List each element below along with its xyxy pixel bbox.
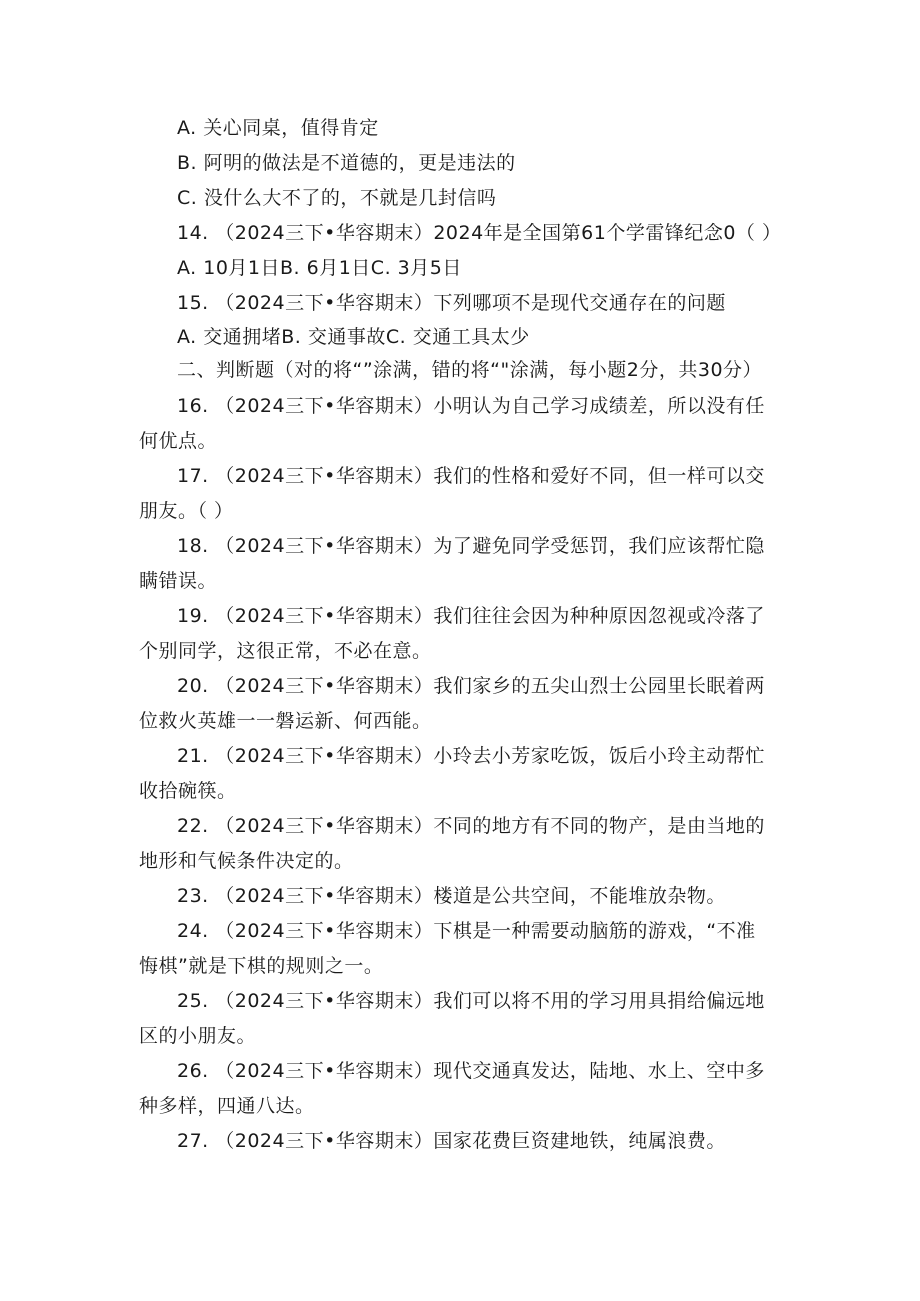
q22-line2: 地形和气候条件决定的。	[139, 850, 354, 872]
section-2-heading: 二、判断题（对的将“”涂满，错的将“"涂满，每小题2分，共30分）	[177, 359, 763, 381]
q23-line1: 23. （2024三下•华容期末）楼道是公共空间，不能堆放杂物。	[177, 885, 726, 907]
q26-line1: 26. （2024三下•华容期末）现代交通真发达，陆地、水上、空中多	[177, 1060, 765, 1082]
q19-line2: 个别同学，这很正常，不必在意。	[139, 640, 432, 662]
q25-line2: 区的小朋友。	[139, 1025, 257, 1047]
q18-line2: 瞒错误。	[139, 570, 218, 592]
q24-line1: 24. （2024三下•华容期末）下棋是一种需要动脑筋的游戏，“不准	[177, 920, 756, 942]
q13-option-a: A. 关心同桌，值得肯定	[177, 117, 379, 139]
q17-line1: 17. （2024三下•华容期末）我们的性格和爱好不同，但一样可以交	[177, 465, 765, 487]
q18-line1: 18. （2024三下•华容期末）为了避免同学受惩罚，我们应该帮忙隐	[177, 535, 765, 557]
q14-options: A. 10月1日B. 6月1日C. 3月5日	[177, 257, 462, 279]
q21-line1: 21. （2024三下•华容期末）小玲去小芳家吃饭，饭后小玲主动帮忙	[177, 745, 765, 767]
q14-stem: 14. （2024三下•华容期末）2024年是全国第61个学雷锋纪念0（ ）	[177, 222, 782, 244]
q15-stem: 15. （2024三下•华容期末）下列哪项不是现代交通存在的问题	[177, 292, 726, 314]
q17-line2: 朋友。（ ）	[139, 500, 234, 522]
q26-line2: 种多样，四通八达。	[139, 1095, 315, 1117]
q16-line2: 何优点。	[139, 430, 218, 452]
q24-line2: 悔棋”就是下棋的规则之一。	[139, 955, 384, 977]
q27-line1: 27. （2024三下•华容期末）国家花费巨资建地铁，纯属浪费。	[177, 1130, 726, 1152]
q20-line1: 20. （2024三下•华容期末）我们家乡的五尖山烈士公园里长眠着两	[177, 675, 765, 697]
q16-line1: 16. （2024三下•华容期末）小明认为自己学习成绩差，所以没有任	[177, 395, 765, 417]
q13-option-b: B. 阿明的做法是不道德的，更是违法的	[177, 152, 516, 174]
q13-option-c: C. 没什么大不了的，不就是几封信吗	[177, 187, 497, 209]
q19-line1: 19. （2024三下•华容期末）我们往往会因为种种原因忽视或冷落了	[177, 605, 765, 627]
q22-line1: 22. （2024三下•华容期末）不同的地方有不同的物产，是由当地的	[177, 815, 765, 837]
q15-options: A. 交通拥堵B. 交通事故C. 交通工具太少	[177, 326, 530, 348]
q25-line1: 25. （2024三下•华容期末）我们可以将不用的学习用具捐给偏远地	[177, 990, 765, 1012]
q20-line2: 位救火英雄一一磐运新、何西能。	[139, 710, 432, 732]
q21-line2: 收拾碗筷。	[139, 780, 237, 802]
